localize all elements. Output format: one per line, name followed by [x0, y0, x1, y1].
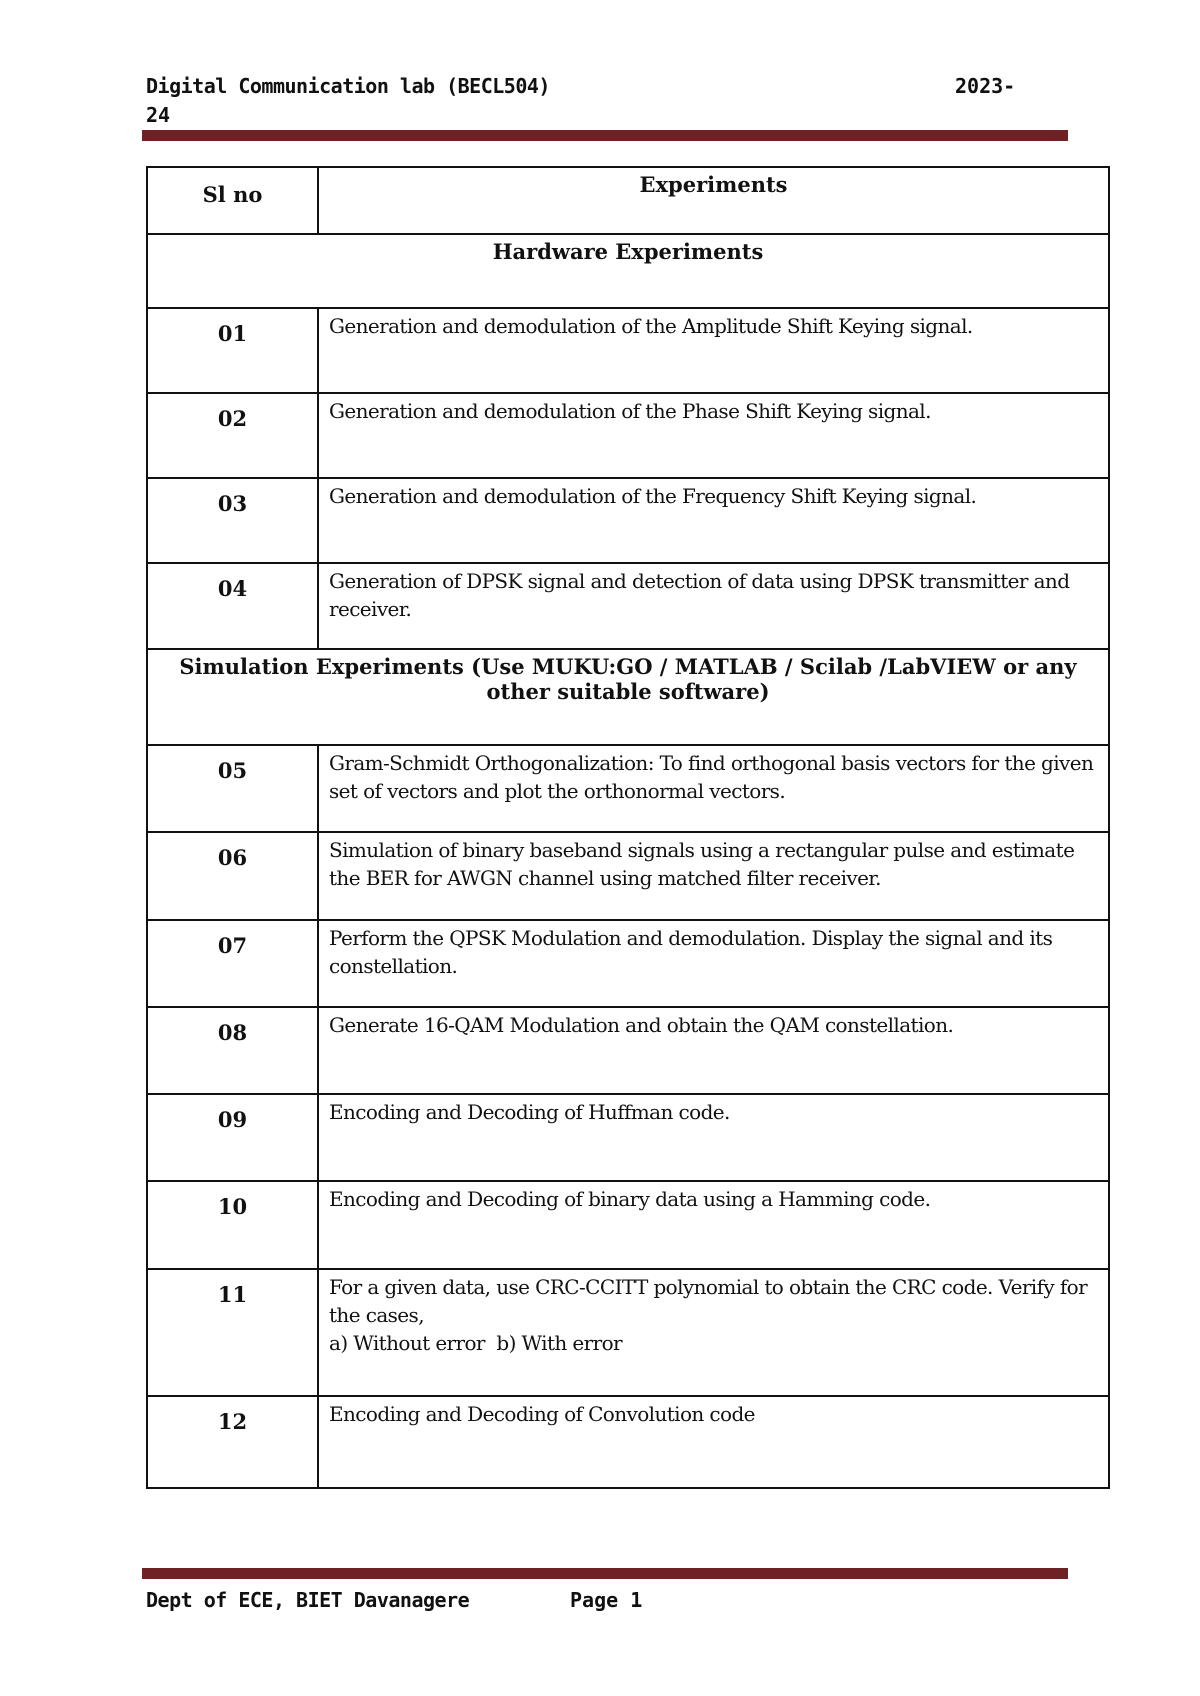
table-row — [147, 745, 1109, 832]
experiment-number: 06 — [147, 832, 318, 920]
footer-page-number: Page 1 — [570, 1588, 643, 1612]
experiment-number: 09 — [147, 1094, 318, 1181]
table-row — [147, 393, 1109, 478]
experiment-description: Generation and demodulation of the Frequency Shift Keying signal. — [318, 478, 1109, 563]
experiment-number: 07 — [147, 920, 318, 1007]
experiment-description-line: For a given data, use CRC-CCITT polynomial to obtain the CRC code. Verify for the cases, — [329, 1275, 1088, 1327]
experiment-description: Simulation of binary baseband signals using a rectangular pulse and estimate the BER for AWGN channel using matched filter receiver. — [318, 832, 1109, 920]
column-header-experiments: Experiments — [318, 167, 1109, 234]
experiment-description — [318, 1269, 1109, 1396]
table-row — [147, 1396, 1109, 1488]
experiment-number: 01 — [147, 308, 318, 393]
column-header-sl-no: Sl no — [147, 167, 318, 234]
header-divider — [142, 130, 1068, 141]
experiment-description: Encoding and Decoding of Convolution code — [318, 1396, 1109, 1488]
header-title: Digital Communication lab (BECL504) — [146, 74, 550, 98]
experiment-description: Gram-Schmidt Orthogonalization: To find orthogonal basis vectors for the given set of vectors and plot the orthonormal vectors. — [318, 745, 1109, 832]
experiment-description: Generation and demodulation of the Amplitude Shift Keying signal. — [318, 308, 1109, 393]
footer-department: Dept of ECE, BIET Davanagere — [146, 1588, 470, 1612]
table-row — [147, 1269, 1109, 1396]
experiment-description: Encoding and Decoding of Huffman code. — [318, 1094, 1109, 1181]
table-row — [147, 832, 1109, 920]
section-title-simulation — [147, 649, 1109, 745]
experiments-table — [146, 166, 1110, 1489]
table-row — [147, 563, 1109, 649]
experiment-description: Perform the QPSK Modulation and demodulation. Display the signal and its constellation. — [318, 920, 1109, 1007]
section-row-simulation — [147, 649, 1109, 745]
experiment-number: 12 — [147, 1396, 318, 1488]
experiment-number: 04 — [147, 563, 318, 649]
section-row-hardware — [147, 234, 1109, 308]
table-row — [147, 308, 1109, 393]
experiment-number: 11 — [147, 1269, 318, 1396]
table-row — [147, 1007, 1109, 1094]
table-header-row — [147, 167, 1109, 234]
experiment-description: Generation of DPSK signal and detection of data using DPSK transmitter and receiver. — [318, 563, 1109, 649]
experiment-description: Generate 16-QAM Modulation and obtain the QAM constellation. — [318, 1007, 1109, 1094]
header-year: 2023- — [955, 74, 1016, 98]
experiment-number: 05 — [147, 745, 318, 832]
table-row — [147, 1094, 1109, 1181]
table-row — [147, 478, 1109, 563]
section-title-hardware: Hardware Experiments — [147, 234, 1109, 308]
experiment-number: 08 — [147, 1007, 318, 1094]
experiment-number: 10 — [147, 1181, 318, 1269]
experiment-description: Generation and demodulation of the Phase Shift Keying signal. — [318, 393, 1109, 478]
experiment-number: 03 — [147, 478, 318, 563]
experiment-number: 02 — [147, 393, 318, 478]
section-title-simulation-line1: Simulation Experiments (Use MUKU:GO / MATLAB / Scilab /LabVIEW or any — [179, 654, 1077, 679]
header-year-continued: 24 — [146, 103, 171, 127]
table-row — [147, 920, 1109, 1007]
table-row — [147, 1181, 1109, 1269]
experiment-description-cases: a) Without error b) With error — [329, 1331, 622, 1355]
section-title-simulation-line2: other suitable software) — [486, 679, 770, 704]
experiment-description: Encoding and Decoding of binary data using a Hamming code. — [318, 1181, 1109, 1269]
footer-divider — [142, 1568, 1068, 1579]
